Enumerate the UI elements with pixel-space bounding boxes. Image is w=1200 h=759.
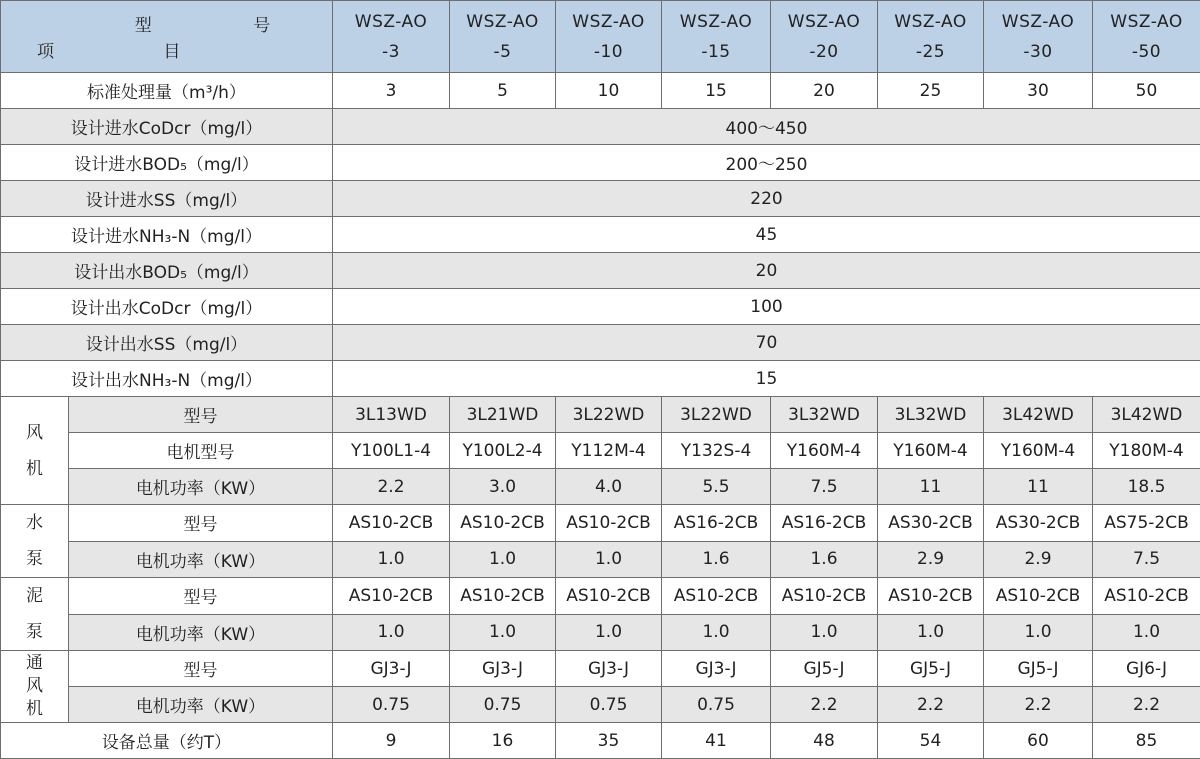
table-cell: 1.0: [333, 541, 450, 578]
table-cell: AS10-2CB: [662, 578, 771, 615]
table-cell: 3L22WD: [662, 397, 771, 433]
table-cell: 50: [1093, 73, 1200, 109]
table-cell: 1.0: [333, 614, 450, 651]
row-label: 型号: [69, 397, 333, 433]
table-cell: 16: [450, 723, 556, 759]
sludge-pump-row: [1, 578, 1200, 615]
table-cell: GJ5-J: [878, 651, 984, 687]
header-row: [1, 1, 1200, 73]
table-cell: GJ3-J: [662, 651, 771, 687]
table-cell: GJ6-J: [1093, 651, 1200, 687]
param-value: 200～250: [333, 145, 1200, 181]
vent-fan-row: [1, 687, 1200, 723]
table-cell: 35: [556, 723, 662, 759]
table-cell: AS10-2CB: [450, 578, 556, 615]
table-cell: 30: [984, 73, 1093, 109]
table-cell: 3L42WD: [1093, 397, 1200, 433]
table-cell: Y132S-4: [662, 433, 771, 469]
capacity-row: [1, 73, 1200, 109]
row-label: 设计进水NH₃-N（mg/l）: [1, 217, 333, 253]
table-cell: 0.75: [556, 687, 662, 723]
table-cell: Y180M-4: [1093, 433, 1200, 469]
param-value: 220: [333, 181, 1200, 217]
row-label: 设计进水BOD₅（mg/l）: [1, 145, 333, 181]
table-cell: 1.0: [450, 614, 556, 651]
table-cell: 4.0: [556, 469, 662, 505]
table-cell: GJ3-J: [333, 651, 450, 687]
table-cell: Y100L1-4: [333, 433, 450, 469]
table-cell: 1.0: [878, 614, 984, 651]
table-cell: 7.5: [1093, 541, 1200, 578]
table-cell: 1.6: [771, 541, 878, 578]
row-label: 电机型号: [69, 433, 333, 469]
table-cell: 1.0: [556, 541, 662, 578]
table-cell: AS16-2CB: [662, 505, 771, 542]
vent-fan-row: [1, 651, 1200, 687]
table-cell: AS30-2CB: [878, 505, 984, 542]
table-cell: 15: [662, 73, 771, 109]
table-cell: 3L32WD: [878, 397, 984, 433]
table-cell: AS10-2CB: [984, 578, 1093, 615]
param-row: [1, 109, 1200, 145]
model-header: WSZ-AO -5: [450, 1, 556, 73]
model-header: WSZ-AO -20: [771, 1, 878, 73]
total-weight-row: [1, 723, 1200, 759]
table-cell: 2.2: [878, 687, 984, 723]
row-label: 设备总量（约T）: [1, 723, 333, 759]
table-cell: 5: [450, 73, 556, 109]
table-cell: 48: [771, 723, 878, 759]
model-header: WSZ-AO -25: [878, 1, 984, 73]
header-item-label: 项 目: [1, 37, 332, 62]
param-row: [1, 253, 1200, 289]
row-label: 设计进水SS（mg/l）: [1, 181, 333, 217]
table-cell: Y160M-4: [878, 433, 984, 469]
table-cell: 1.0: [450, 541, 556, 578]
table-cell: 1.0: [1093, 614, 1200, 651]
table-cell: AS10-2CB: [556, 505, 662, 542]
table-cell: 10: [556, 73, 662, 109]
table-cell: 2.2: [771, 687, 878, 723]
table-cell: 3: [333, 73, 450, 109]
table-cell: 2.2: [1093, 687, 1200, 723]
table-cell: 18.5: [1093, 469, 1200, 505]
row-label: 电机功率（KW）: [69, 687, 333, 723]
water-pump-row: [1, 505, 1200, 542]
table-cell: GJ5-J: [771, 651, 878, 687]
table-cell: 3L42WD: [984, 397, 1093, 433]
table-cell: AS10-2CB: [556, 578, 662, 615]
table-cell: AS30-2CB: [984, 505, 1093, 542]
table-cell: 2.9: [984, 541, 1093, 578]
table-cell: 0.75: [450, 687, 556, 723]
table-cell: 1.0: [771, 614, 878, 651]
table-cell: AS16-2CB: [771, 505, 878, 542]
model-header: WSZ-AO -15: [662, 1, 771, 73]
sludge-pump-row: [1, 614, 1200, 651]
water-pump-row: [1, 541, 1200, 578]
table-cell: 0.75: [333, 687, 450, 723]
table-cell: 11: [984, 469, 1093, 505]
param-value: 20: [333, 253, 1200, 289]
row-label: 电机功率（KW）: [69, 614, 333, 651]
table-cell: 54: [878, 723, 984, 759]
row-label: 设计出水SS（mg/l）: [1, 325, 333, 361]
row-label: 电机功率（KW）: [69, 469, 333, 505]
header-type-label: 型 号: [1, 11, 332, 36]
table-cell: 3L21WD: [450, 397, 556, 433]
table-cell: 3L13WD: [333, 397, 450, 433]
model-header: WSZ-AO -10: [556, 1, 662, 73]
param-row: [1, 361, 1200, 397]
table-cell: 3L22WD: [556, 397, 662, 433]
table-cell: AS10-2CB: [1093, 578, 1200, 615]
blower-row: [1, 469, 1200, 505]
table-cell: Y160M-4: [984, 433, 1093, 469]
param-row: [1, 145, 1200, 181]
table-cell: 2.9: [878, 541, 984, 578]
table-cell: 1.0: [556, 614, 662, 651]
param-value: 15: [333, 361, 1200, 397]
table-cell: 1.6: [662, 541, 771, 578]
param-row: [1, 325, 1200, 361]
table-cell: 60: [984, 723, 1093, 759]
table-cell: 5.5: [662, 469, 771, 505]
model-header: WSZ-AO -30: [984, 1, 1093, 73]
param-value: 100: [333, 289, 1200, 325]
table-cell: 3L32WD: [771, 397, 878, 433]
table-cell: Y160M-4: [771, 433, 878, 469]
group-label-blower: 风 机: [1, 397, 69, 505]
table-cell: Y112M-4: [556, 433, 662, 469]
table-cell: 7.5: [771, 469, 878, 505]
param-value: 45: [333, 217, 1200, 253]
table-cell: 25: [878, 73, 984, 109]
row-label: 设计出水NH₃-N（mg/l）: [1, 361, 333, 397]
table-cell: 3.0: [450, 469, 556, 505]
table-cell: 9: [333, 723, 450, 759]
param-row: [1, 181, 1200, 217]
table-cell: AS10-2CB: [450, 505, 556, 542]
table-cell: GJ3-J: [450, 651, 556, 687]
table-cell: 20: [771, 73, 878, 109]
table-cell: AS75-2CB: [1093, 505, 1200, 542]
table-cell: Y100L2-4: [450, 433, 556, 469]
group-label-water-pump: 水 泵: [1, 505, 69, 578]
table-cell: GJ5-J: [984, 651, 1093, 687]
blower-row: [1, 397, 1200, 433]
param-value: 400～450: [333, 109, 1200, 145]
table-cell: 41: [662, 723, 771, 759]
group-label-vent-fan: 通 风 机: [1, 651, 69, 723]
table-cell: AS10-2CB: [878, 578, 984, 615]
blower-row: [1, 433, 1200, 469]
table-cell: AS10-2CB: [333, 578, 450, 615]
table-cell: AS10-2CB: [771, 578, 878, 615]
row-label: 设计出水BOD₅（mg/l）: [1, 253, 333, 289]
row-label: 设计出水CoDcr（mg/l）: [1, 289, 333, 325]
group-label-sludge-pump: 泥 泵: [1, 578, 69, 651]
table-cell: GJ3-J: [556, 651, 662, 687]
model-header: WSZ-AO -50: [1093, 1, 1200, 73]
table-cell: 2.2: [333, 469, 450, 505]
row-label: 型号: [69, 505, 333, 542]
row-label: 型号: [69, 578, 333, 615]
model-header: WSZ-AO -3: [333, 1, 450, 73]
table-cell: 2.2: [984, 687, 1093, 723]
row-label: 电机功率（KW）: [69, 541, 333, 578]
table-cell: 85: [1093, 723, 1200, 759]
param-row: [1, 217, 1200, 253]
table-cell: 1.0: [662, 614, 771, 651]
table-cell: 11: [878, 469, 984, 505]
row-label: 型号: [69, 651, 333, 687]
table-cell: AS10-2CB: [333, 505, 450, 542]
header-corner-cell: [1, 1, 333, 73]
param-value: 70: [333, 325, 1200, 361]
row-label: 标准处理量（m³/h）: [1, 73, 333, 109]
param-row: [1, 289, 1200, 325]
table-cell: 1.0: [984, 614, 1093, 651]
row-label: 设计进水CoDcr（mg/l）: [1, 109, 333, 145]
table-cell: 0.75: [662, 687, 771, 723]
